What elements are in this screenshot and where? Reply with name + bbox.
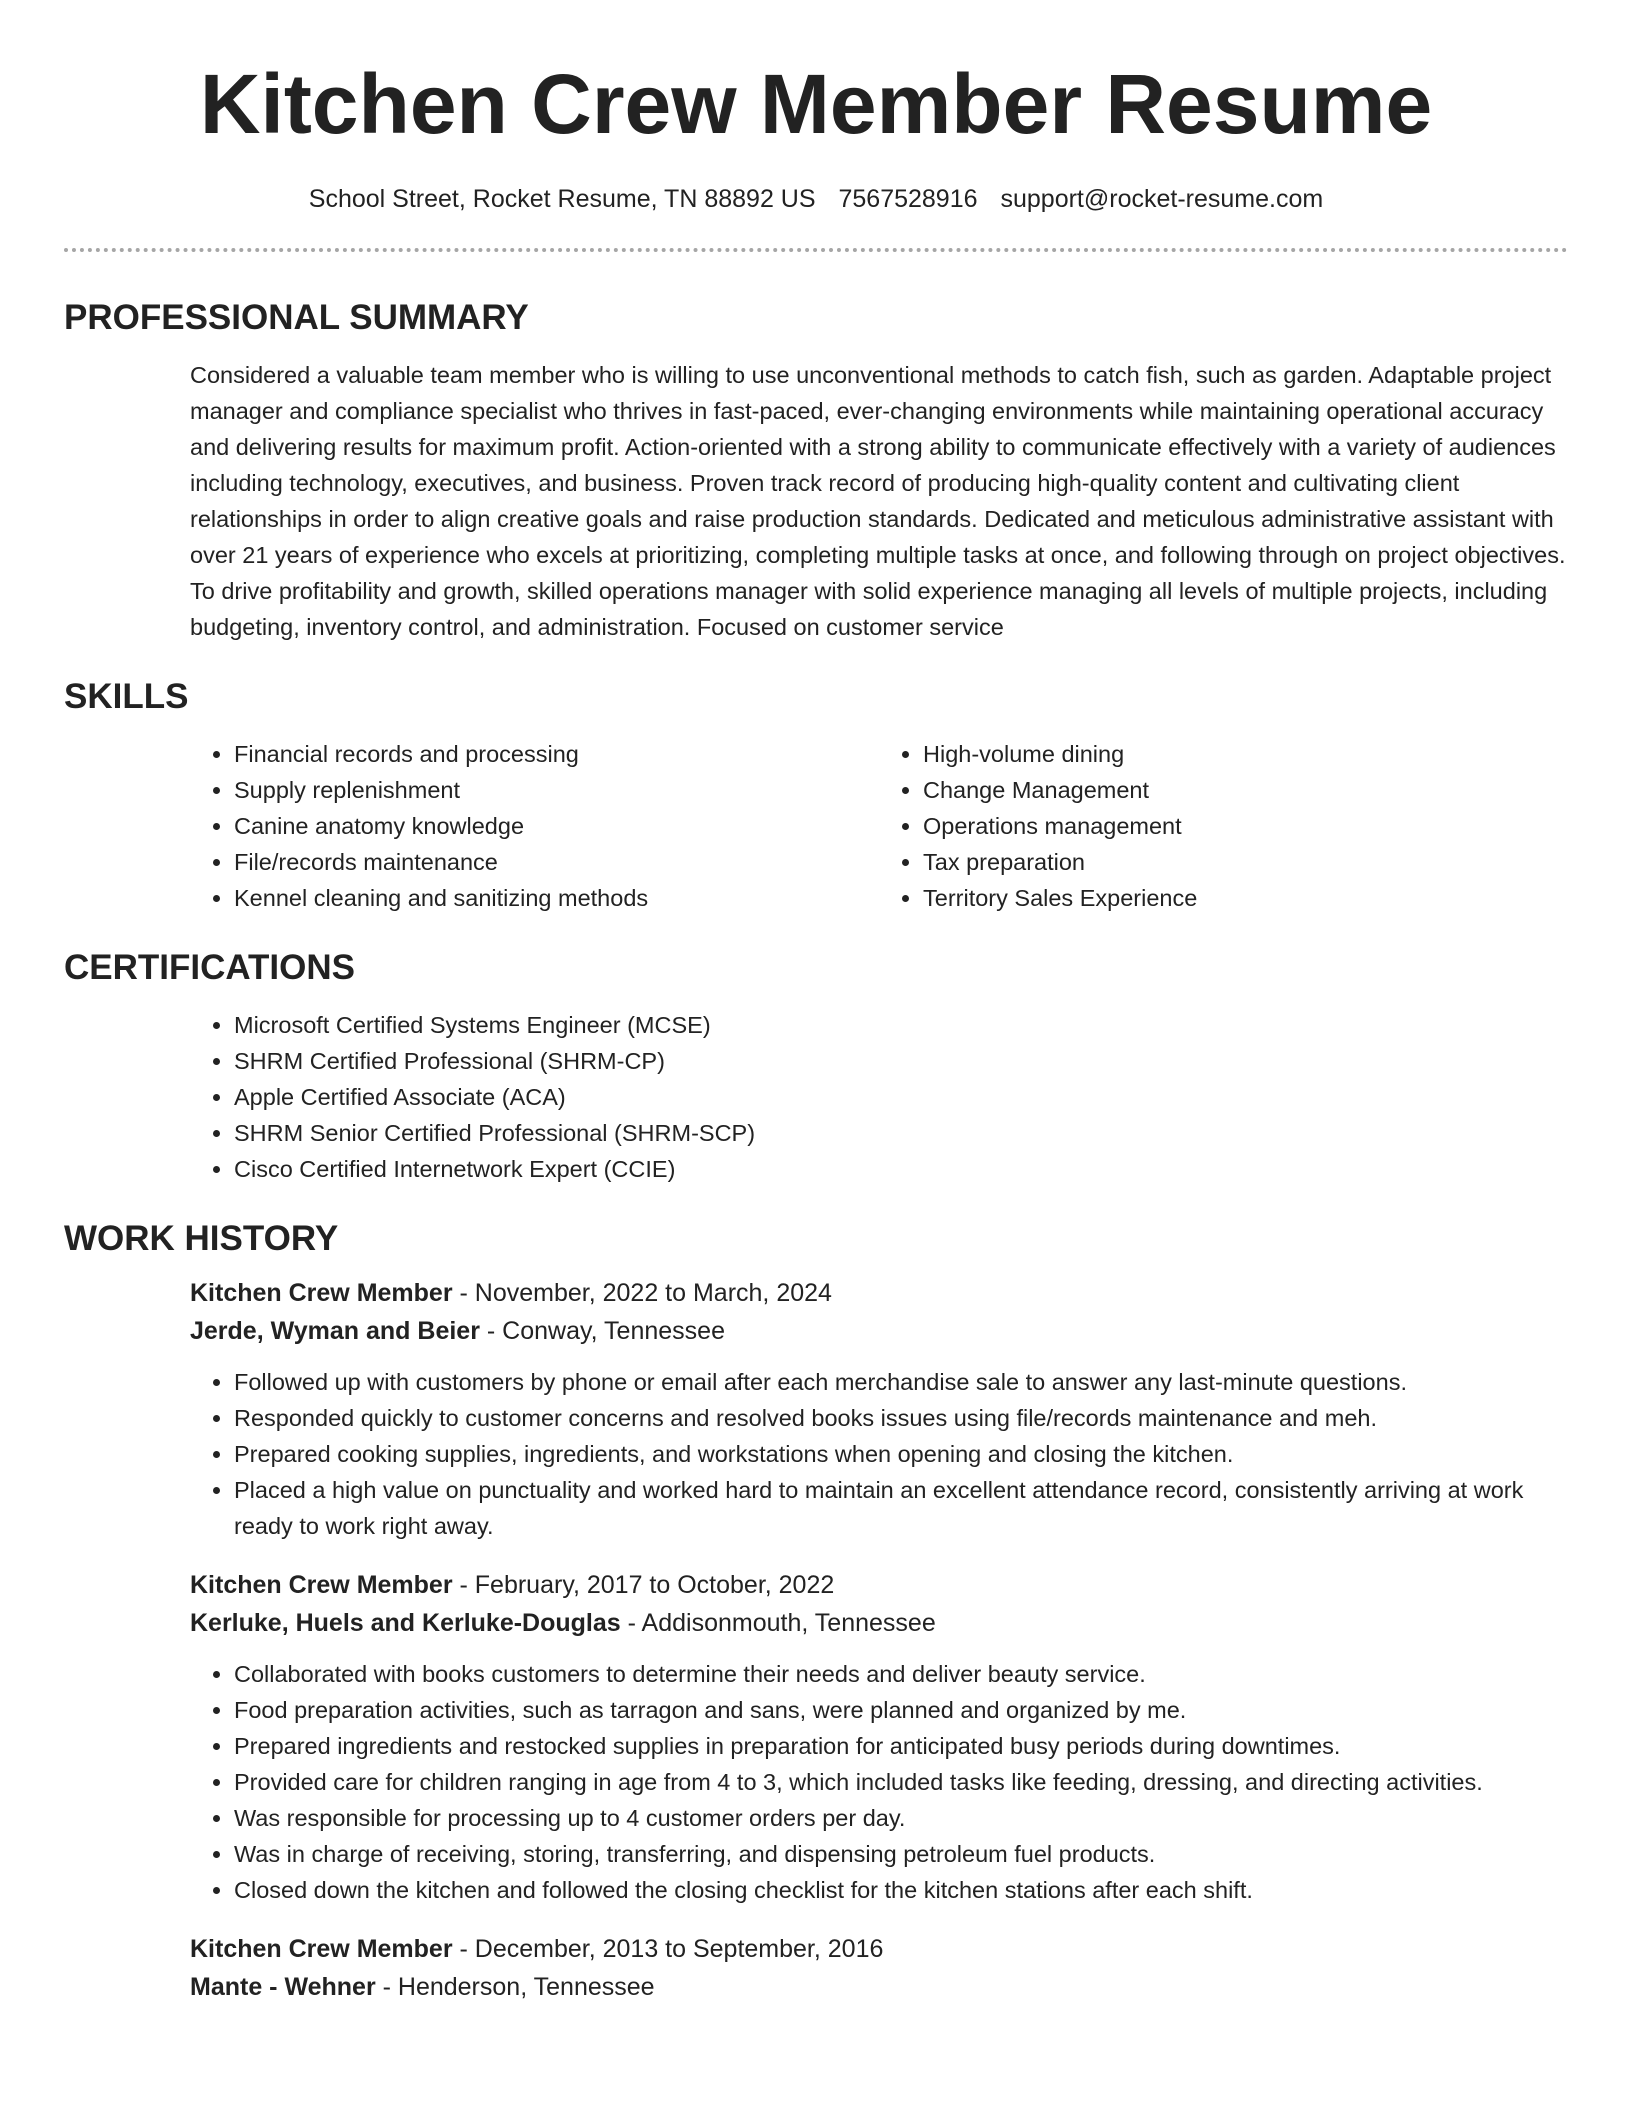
job-dates: November, 2022 to March, 2024: [474, 1279, 832, 1307]
job-location: Henderson, Tennessee: [397, 1973, 655, 2001]
job-entry: [190, 1274, 1568, 1544]
separator: -: [479, 1317, 503, 1345]
contact-email: support@rocket-resume.com: [1000, 185, 1324, 213]
job-dates: December, 2013 to September, 2016: [474, 1935, 884, 1963]
job-duties-list: [190, 1656, 1568, 1908]
list-item: • Apple Certified Associate (ACA): [234, 1079, 1568, 1115]
job-title-line: [190, 1566, 1568, 1604]
skills-list-left: [190, 736, 879, 916]
job-title: Kitchen Crew Member: [190, 1279, 453, 1307]
job-company-line: [190, 1604, 1568, 1642]
separator: -: [375, 1973, 398, 2001]
certifications-heading: CERTIFICATIONS: [64, 948, 356, 987]
list-item: • Supply replenishment: [234, 772, 879, 808]
summary-heading: PROFESSIONAL SUMMARY: [64, 298, 529, 337]
list-item: • Operations management: [923, 808, 1568, 844]
list-item: • Territory Sales Experience: [923, 880, 1568, 916]
job-title: Kitchen Crew Member: [190, 1571, 453, 1599]
job-title: Kitchen Crew Member: [190, 1935, 453, 1963]
header-divider: [64, 248, 1568, 252]
separator: -: [452, 1571, 475, 1599]
list-item: • Provided care for children ranging in age from 4 to 3, which included tasks like feeding, dressing, and directing activities.: [234, 1764, 1568, 1800]
job-company: Kerluke, Huels and Kerluke-Douglas: [190, 1609, 621, 1637]
job-entry: [190, 1930, 1568, 2006]
list-item: • Was responsible for processing up to 4 customer orders per day.: [234, 1800, 1568, 1836]
work-history-heading: WORK HISTORY: [64, 1219, 339, 1258]
contact-address: School Street, Rocket Resume, TN 88892 US: [308, 185, 816, 213]
separator: -: [620, 1609, 642, 1637]
contact-info: [64, 184, 1568, 214]
certifications-section: [190, 1007, 1568, 1187]
list-item: • Responded quickly to customer concerns and resolved books issues using file/records maintenance and meh.: [234, 1400, 1568, 1436]
list-item: • High-volume dining: [923, 736, 1568, 772]
job-company-line: [190, 1968, 1568, 2006]
list-item: • SHRM Senior Certified Professional (SHRM-SCP): [234, 1115, 1568, 1151]
list-item: • Change Management: [923, 772, 1568, 808]
contact-phone: 7567528916: [838, 185, 978, 213]
summary-section: [190, 357, 1568, 645]
summary-text: Considered a valuable team member who is willing to use unconventional methods to catch fish, such as garden. Adaptable project manager and compliance specialist who thrives in fast-paced, ever-changing environments while maintaining operational accuracy and delivering results for maximum profit. Action-oriented with a strong ability to communicate effectively with a variety of audiences including technology, executives, and business. Proven track record of producing high-quality content and cultivating client relationships in order to align creative goals and raise production standards. Dedicated and meticulous administrative assistant with over 21 years of experience who excels at prioritizing, completing multiple tasks at once, and following through on project objectives. To drive profitability and growth, skilled operations manager with solid experience managing all levels of multiple projects, including budgeting, inventory control, and administration. Focused on customer service: [190, 362, 1566, 640]
page-title: Kitchen Crew Member Resume: [199, 57, 1433, 151]
list-item: • Tax preparation: [923, 844, 1568, 880]
list-item: • File/records maintenance: [234, 844, 879, 880]
skills-heading: SKILLS: [64, 677, 189, 716]
list-item: • Cisco Certified Internetwork Expert (CCIE): [234, 1151, 1568, 1187]
job-company: Jerde, Wyman and Beier: [190, 1317, 480, 1345]
job-duties-list: [190, 1364, 1568, 1544]
list-item: • Was in charge of receiving, storing, transferring, and dispensing petroleum fuel products.: [234, 1836, 1568, 1872]
job-entry: [190, 1566, 1568, 1908]
separator: -: [452, 1279, 475, 1307]
job-company-line: [190, 1312, 1568, 1350]
list-item: • Prepared ingredients and restocked supplies in preparation for anticipated busy periods during downtimes.: [234, 1728, 1568, 1764]
job-title-line: [190, 1274, 1568, 1312]
list-item: • Kennel cleaning and sanitizing methods: [234, 880, 879, 916]
job-company: Mante - Wehner: [190, 1973, 376, 2001]
skills-list-right: [879, 736, 1568, 916]
list-item: • Followed up with customers by phone or email after each merchandise sale to answer any last-minute questions.: [234, 1364, 1568, 1400]
list-item: • Placed a high value on punctuality and worked hard to maintain an excellent attendance record, consistently arriving at work ready to work right away.: [234, 1472, 1568, 1544]
list-item: • Closed down the kitchen and followed the closing checklist for the kitchen stations after each shift.: [234, 1872, 1568, 1908]
certifications-list: [190, 1007, 1568, 1187]
job-location: Addisonmouth, Tennessee: [641, 1609, 936, 1637]
list-item: • SHRM Certified Professional (SHRM-CP): [234, 1043, 1568, 1079]
list-item: • Canine anatomy knowledge: [234, 808, 879, 844]
job-title-line: [190, 1930, 1568, 1968]
list-item: • Prepared cooking supplies, ingredients, and workstations when opening and closing the kitchen.: [234, 1436, 1568, 1472]
separator: -: [452, 1935, 475, 1963]
job-dates: February, 2017 to October, 2022: [474, 1571, 835, 1599]
list-item: • Microsoft Certified Systems Engineer (MCSE): [234, 1007, 1568, 1043]
work-history-section: [190, 1274, 1568, 2006]
list-item: • Food preparation activities, such as tarragon and sans, were planned and organized by me.: [234, 1692, 1568, 1728]
skills-section: [190, 736, 1568, 916]
list-item: • Collaborated with books customers to determine their needs and deliver beauty service.: [234, 1656, 1568, 1692]
list-item: • Financial records and processing: [234, 736, 879, 772]
job-location: Conway, Tennessee: [502, 1317, 725, 1345]
